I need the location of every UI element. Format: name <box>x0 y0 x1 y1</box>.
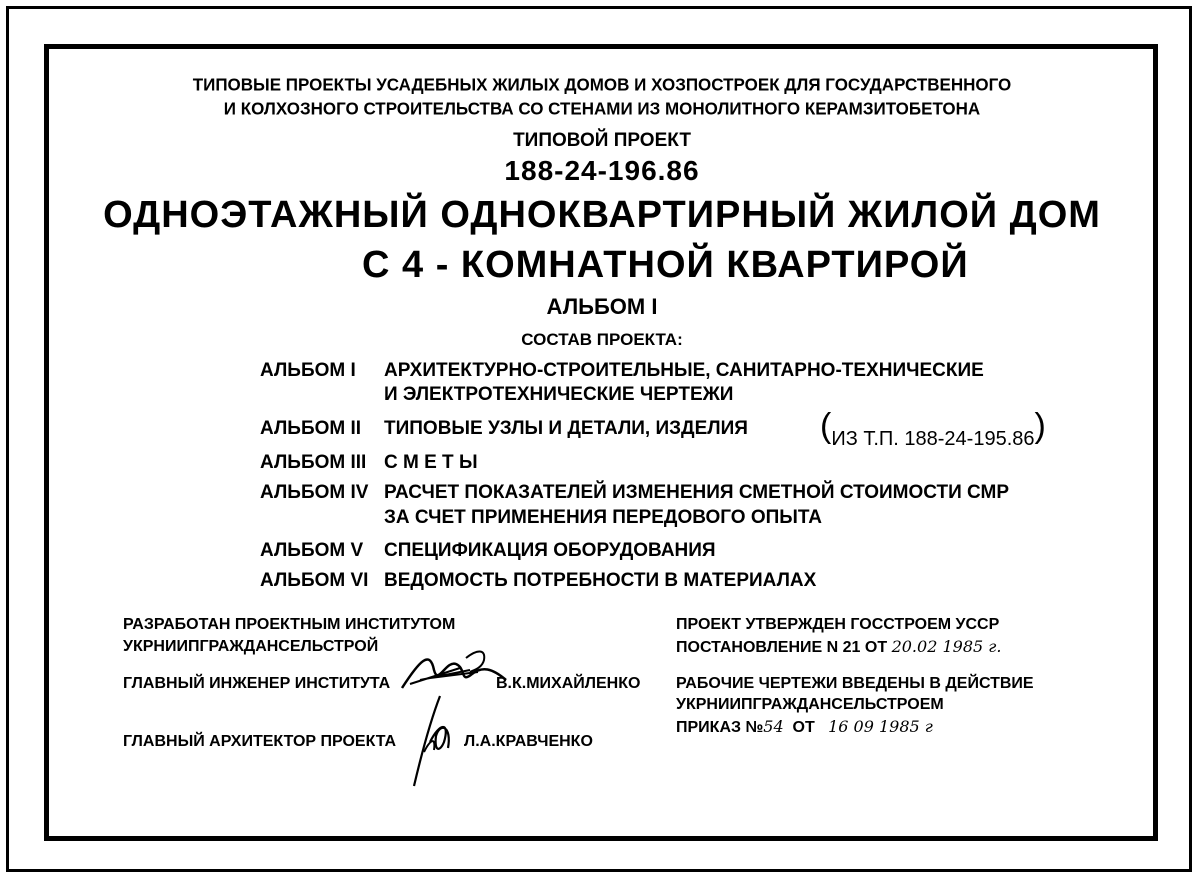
album-3-label: АЛЬБОМ III <box>260 452 367 473</box>
series-title-line2: И КОЛХОЗНОГО СТРОИТЕЛЬСТВА СО СТЕНАМИ ИЗ МОНОЛИТНОГО КЕРАМЗИТОБЕТОНА <box>223 98 981 119</box>
album-1-desc-line2: И ЭЛЕКТРОТЕХНИЧЕСКИЕ ЧЕРТЕЖИ <box>384 384 734 405</box>
chief-engineer-signature <box>400 640 510 700</box>
main-title-line1: ОДНОЭТАЖНЫЙ ОДНОКВАРТИРНЫЙ ЖИЛОЙ ДОМ <box>103 194 1101 236</box>
album-1-label: АЛЬБОМ I <box>260 360 356 381</box>
approval-line1: ПРОЕКТ УТВЕРЖДЕН ГОССТРОЕМ УССР <box>676 616 1000 633</box>
project-number: 188-24-196.86 <box>504 155 700 186</box>
album-6-label: АЛЬБОМ VI <box>260 570 369 591</box>
chief-architect-signature <box>400 692 460 792</box>
chief-architect-name: Л.А.КРАВЧЕНКО <box>464 733 593 750</box>
main-title-line2: С 4 - КОМНАТНОЙ КВАРТИРОЙ <box>362 244 969 286</box>
developer-institute: УКРНИИПГРАЖДАНСЕЛЬСТРОЙ <box>123 638 379 655</box>
album-2-reference: (ИЗ Т.П. 188-24-195.86) <box>820 407 1046 450</box>
developer-line1: РАЗРАБОТАН ПРОЕКТНЫМ ИНСТИТУТОМ <box>123 616 456 633</box>
album-2-desc: ТИПОВЫЕ УЗЛЫ И ДЕТАЛИ, ИЗДЕЛИЯ <box>384 418 748 439</box>
album-1-desc-line1: АРХИТЕКТУРНО-СТРОИТЕЛЬНЫЕ, САНИТАРНО-ТЕХНИЧЕСКИЕ <box>384 360 984 381</box>
series-title-line1: ТИПОВЫЕ ПРОЕКТЫ УСАДЕБНЫХ ЖИЛЫХ ДОМОВ И ХОЗПОСТРОЕК ДЛЯ ГОСУДАРСТВЕННОГО <box>192 74 1012 95</box>
album-4-desc-line1: РАСЧЕТ ПОКАЗАТЕЛЕЙ ИЗМЕНЕНИЯ СМЕТНОЙ СТОИМОСТИ СМР <box>384 482 1010 503</box>
order-line <box>676 719 933 736</box>
composition-label: СОСТАВ ПРОЕКТА: <box>521 330 683 349</box>
album-5-label: АЛЬБОМ V <box>260 540 364 561</box>
album-5-desc: СПЕЦИФИКАЦИЯ ОБОРУДОВАНИЯ <box>384 540 716 561</box>
order-prefix: ПРИКАЗ № <box>676 719 764 736</box>
decree-prefix: ПОСТАНОВЛЕНИЕ N 21 ОТ <box>676 639 888 656</box>
type-project-label: ТИПОВОЙ ПРОЕКТ <box>513 130 691 151</box>
approval-line3: РАБОЧИЕ ЧЕРТЕЖИ ВВЕДЕНЫ В ДЕЙСТВИЕ <box>676 675 1034 692</box>
chief-engineer-label: ГЛАВНЫЙ ИНЖЕНЕР ИНСТИТУТА <box>123 675 391 692</box>
order-date: 16 09 1985 г <box>828 717 933 736</box>
album-3-desc: С М Е Т Ы <box>384 452 478 473</box>
order-from: ОТ <box>792 719 815 736</box>
album-6-desc: ВЕДОМОСТЬ ПОТРЕБНОСТИ В МАТЕРИАЛАХ <box>384 570 817 591</box>
order-number: 54 <box>763 717 784 736</box>
album-2-label: АЛЬБОМ II <box>260 418 362 439</box>
album-4-label: АЛЬБОМ IV <box>260 482 369 503</box>
approval-line4: УКРНИИПГРАЖДАНСЕЛЬСТРОЕМ <box>676 696 944 713</box>
chief-architect-label: ГЛАВНЫЙ АРХИТЕКТОР ПРОЕКТА <box>123 733 397 750</box>
chief-engineer-name: В.К.МИХАЙЛЕНКО <box>496 675 641 692</box>
decree-line <box>676 639 1001 656</box>
album-label: АЛЬБОМ I <box>546 294 658 319</box>
album-2-reference-text: ИЗ Т.П. 188-24-195.86 <box>831 428 1035 450</box>
album-4-desc-line2: ЗА СЧЕТ ПРИМЕНЕНИЯ ПЕРЕДОВОГО ОПЫТА <box>384 507 823 528</box>
decree-date: 20.02 1985 г. <box>891 637 1002 656</box>
